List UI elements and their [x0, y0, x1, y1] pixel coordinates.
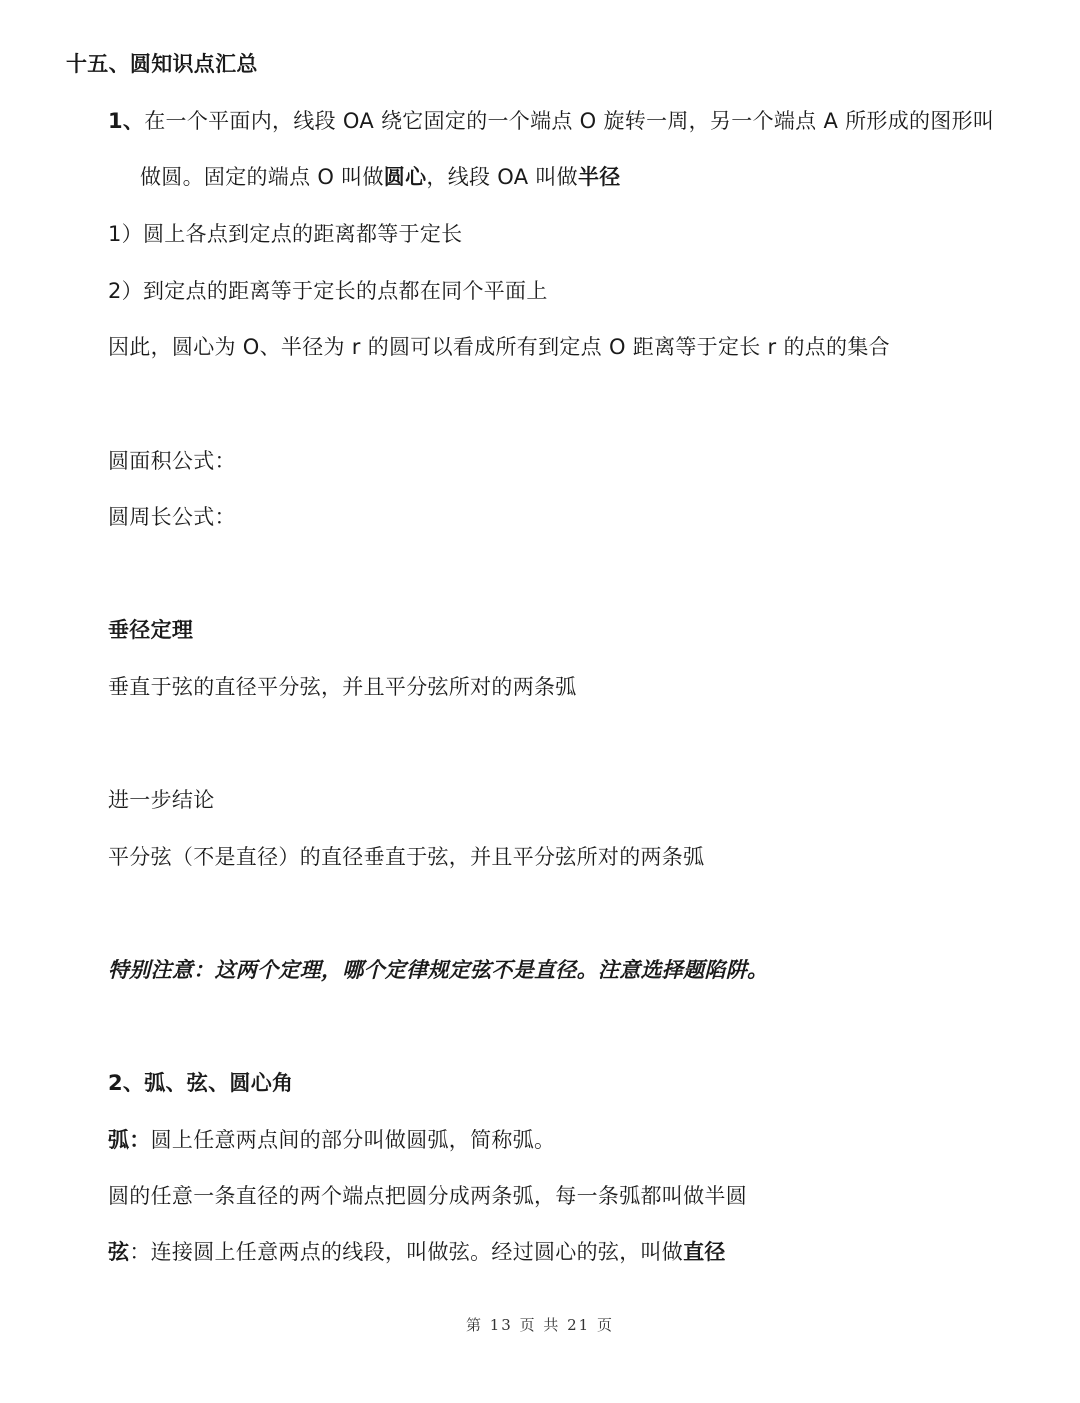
chord-definition: [108, 1238, 726, 1266]
area-formula-label: 圆面积公式：: [108, 449, 236, 473]
special-note: 特别注意：这两个定理，哪个定律规定弦不是直径。注意选择题陷阱。: [108, 958, 769, 982]
term-radius: 半径: [577, 165, 621, 189]
page-footer: 第 13 页 共 21 页: [465, 1316, 614, 1334]
chord-text: ：连接圆上任意两点的线段，叫做弦。经过圆心的弦，叫做: [129, 1240, 684, 1264]
theorem-title: 垂径定理: [108, 618, 194, 642]
further-title: 进一步结论: [108, 788, 215, 812]
arc-text: 圆上任意两点间的部分叫做圆弧，简称弧。: [150, 1128, 556, 1152]
point-2: 2）到定点的距离等于定长的点都在同个平面上: [108, 279, 548, 303]
circumference-formula-label: 圆周长公式：: [108, 505, 236, 529]
item1-line2: [140, 163, 621, 191]
term-arc: 弧：: [108, 1128, 151, 1152]
item1-text-a: 在一个平面内，线段 OA 绕它固定的一个端点 O 旋转一周，另一个端点 A 所形成的图形叫: [144, 109, 995, 133]
term-chord: 弦: [108, 1240, 130, 1264]
item1-text-b: 做圆。固定的端点 O 叫做: [140, 165, 384, 189]
theorem-text: 垂直于弦的直径平分弦，并且平分弦所对的两条弧: [108, 675, 577, 699]
section-title: 十五、圆知识点汇总: [66, 52, 258, 76]
conclusion-text: 因此，圆心为 O、半径为 r 的圆可以看成所有到定点 O 距离等于定长 r 的点的集合: [108, 335, 890, 359]
term-diameter: 直径: [683, 1240, 726, 1264]
item1-line1: [108, 107, 994, 135]
item2-title: 2、弧、弦、圆心角: [108, 1071, 294, 1095]
term-center: 圆心: [383, 165, 427, 189]
further-text: 平分弦（不是直径）的直径垂直于弦，并且平分弦所对的两条弧: [108, 845, 705, 869]
point-1: 1）圆上各点到定点的距离都等于定长: [108, 222, 463, 246]
item1-number: 1、: [108, 109, 145, 133]
arc-definition: [108, 1126, 555, 1154]
item1-text-c: ，线段 OA 叫做: [426, 165, 578, 189]
semicircle-text: 圆的任意一条直径的两个端点把圆分成两条弧，每一条弧都叫做半圆: [108, 1184, 747, 1208]
